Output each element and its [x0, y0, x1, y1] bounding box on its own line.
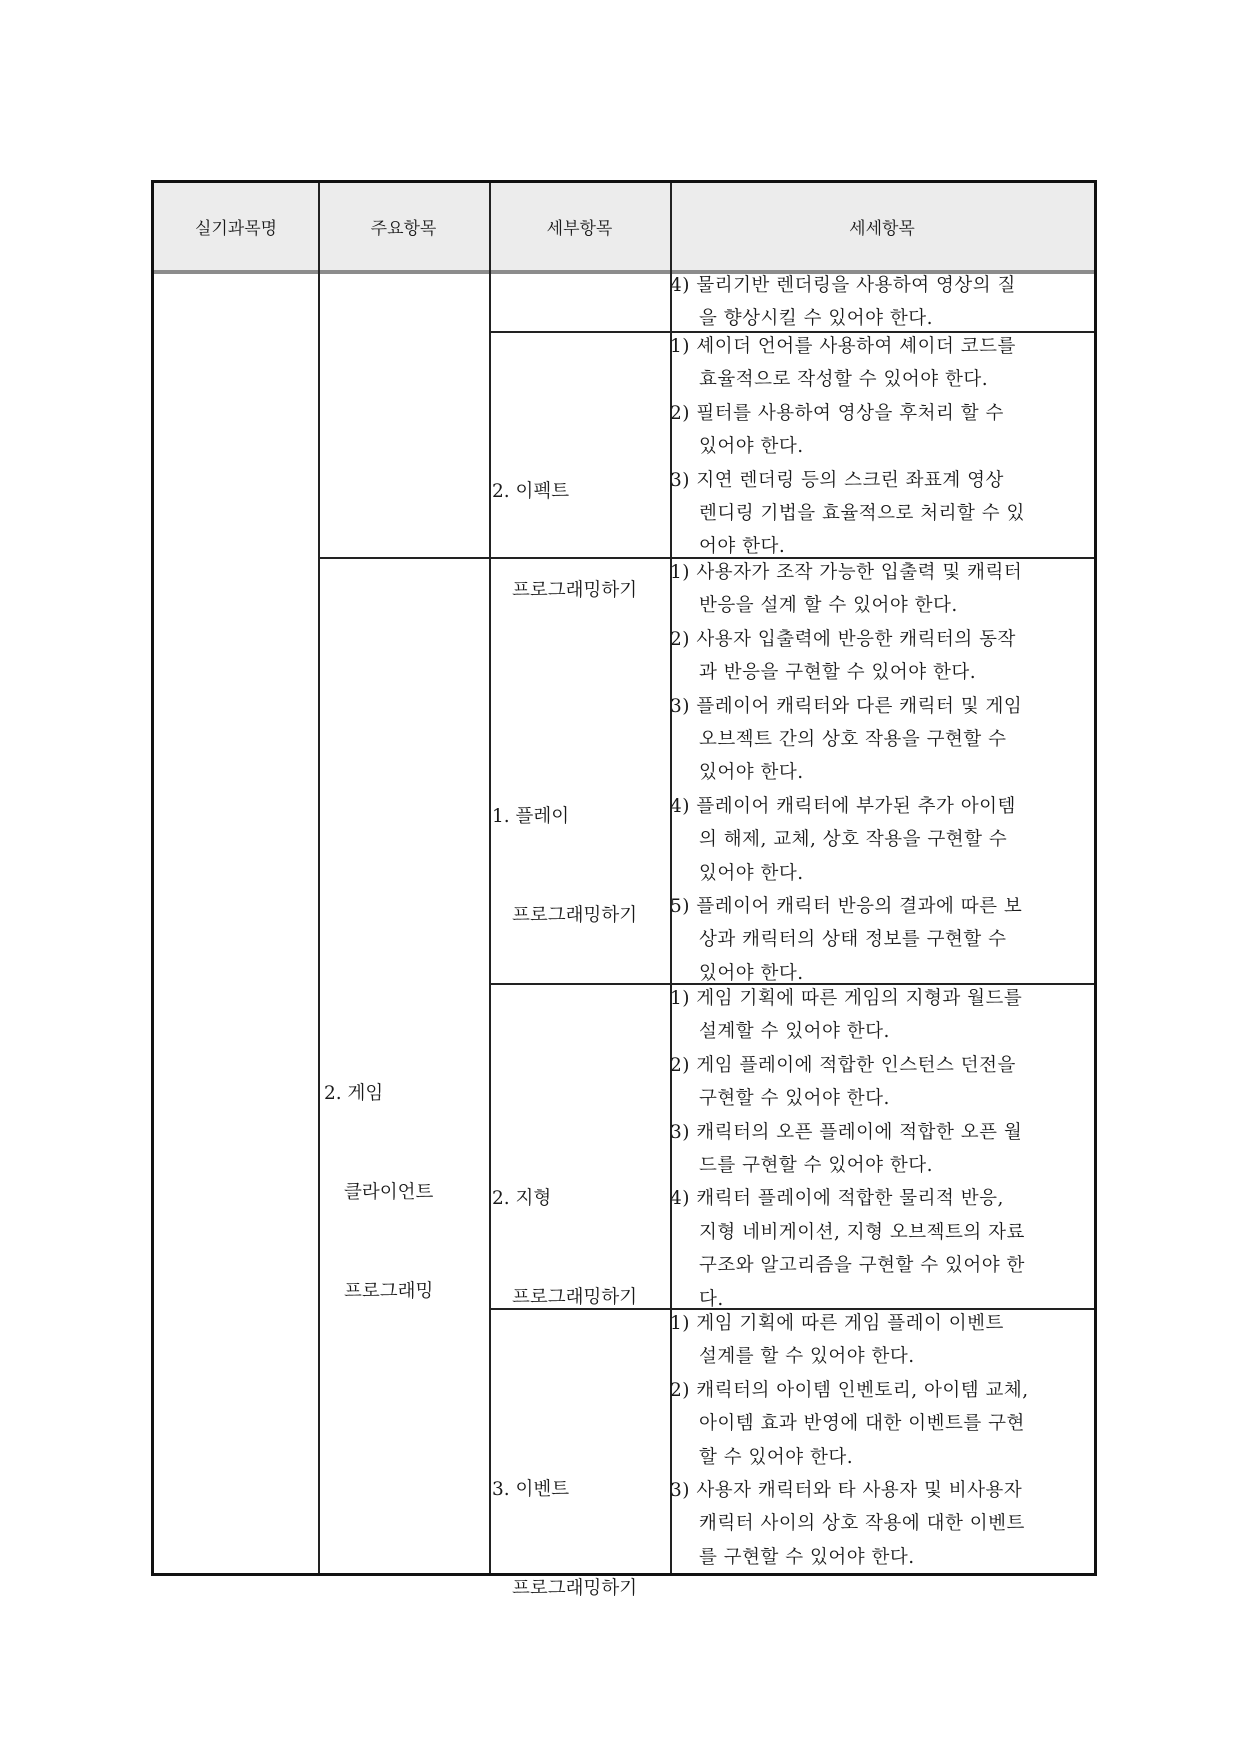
- detail-item-text: 1) 셰이더 언어를 사용하여 셰이더 코드를: [670, 336, 1016, 357]
- detail-item-text: 5) 플레이어 캐릭터 반응의 결과에 따른 보: [670, 896, 1023, 918]
- detail-list-item: [670, 330, 1090, 397]
- detail-item-continuation: 어야 한다.: [699, 536, 786, 558]
- sub-item-event: [492, 1407, 637, 1671]
- detail-list-item: [670, 556, 1090, 623]
- detail-item-text: 3) 지연 렌더링 등의 스크린 좌표계 영상: [670, 469, 1004, 491]
- sub-item-line: 프로그래밍하기: [512, 905, 638, 926]
- detail-item-continuation: 구조와 알고리즘을 구현할 수 있어야 한: [699, 1255, 1025, 1277]
- sub-item-line: 3. 이벤트: [492, 1479, 570, 1500]
- detail-item-continuation: 를 구현할 수 있어야 한다.: [699, 1546, 915, 1568]
- detail-item-text: 2) 사용자 입출력에 반응한 캐릭터의 동작: [670, 628, 1016, 650]
- detail-list-item: [670, 1374, 1090, 1474]
- detail-item-continuation: 아이템 효과 반영에 대한 이벤트를 구현: [699, 1413, 1025, 1435]
- detail-item-text: 4) 물리기반 렌더링을 사용하여 영상의 질: [670, 275, 1016, 296]
- main-item-line: 프로그래밍: [344, 1281, 434, 1302]
- detail-item-continuation: 반응을 설계 할 수 있어야 한다.: [699, 595, 958, 617]
- column-divider: [489, 183, 491, 1573]
- detail-item-continuation: 의 해제, 교체, 상호 작용을 구현할 수: [699, 829, 1008, 851]
- detail-item-continuation: 구현할 수 있어야 한다.: [699, 1088, 890, 1110]
- header-main-item: 주요항목: [370, 219, 437, 239]
- column-divider: [318, 183, 320, 1573]
- detail-item-continuation: 있어야 한다.: [699, 962, 804, 984]
- detail-block-event: [670, 1307, 1090, 1574]
- detail-item-continuation: 있어야 한다.: [699, 762, 804, 784]
- header-detail-item: 세세항목: [849, 219, 915, 239]
- detail-list-item: [670, 790, 1090, 890]
- detail-list-item: [670, 1116, 1090, 1183]
- sub-item-line: 프로그래밍하기: [512, 1287, 638, 1308]
- detail-item-text: 1) 게임 기획에 따른 게임의 지형과 월드를: [670, 988, 1023, 1009]
- detail-list-item: [670, 690, 1090, 790]
- detail-item-text: 1) 사용자가 조작 가능한 입출력 및 캐릭터: [670, 562, 1023, 583]
- sub-item-play: [492, 734, 637, 998]
- detail-item-continuation: 할 수 있어야 한다.: [699, 1446, 854, 1468]
- detail-item-text: 1) 게임 기획에 따른 게임 플레이 이벤트: [670, 1313, 1004, 1334]
- detail-item-text: 3) 사용자 캐릭터와 타 사용자 및 비사용자: [670, 1480, 1023, 1502]
- detail-list-item: [670, 397, 1090, 464]
- detail-list-item: [670, 890, 1090, 990]
- header-sub-item: 세부항목: [546, 219, 613, 239]
- detail-list-item: [670, 1182, 1090, 1316]
- detail-list-item: [670, 269, 1090, 336]
- detail-item-text: 2) 필터를 사용하여 영상을 후처리 할 수: [670, 402, 1004, 424]
- main-item-cell: [324, 1011, 433, 1374]
- detail-item-continuation: 있어야 한다.: [699, 436, 804, 458]
- detail-item-continuation: 과 반응을 구현할 수 있어야 한다.: [699, 662, 977, 684]
- sub-item-line: 프로그래밍하기: [512, 580, 638, 601]
- detail-list-item: [670, 623, 1090, 690]
- detail-item-text: 3) 플레이어 캐릭터와 다른 캐릭터 및 게임: [670, 695, 1023, 717]
- detail-list-item: [670, 1474, 1090, 1574]
- detail-item-continuation: 드를 구현할 수 있어야 한다.: [699, 1155, 933, 1177]
- sub-item-terrain: [492, 1116, 637, 1380]
- detail-block-terrain: [670, 982, 1090, 1316]
- detail-item-continuation: 다.: [699, 1288, 724, 1310]
- detail-block-effect: [670, 330, 1090, 564]
- sub-item-line: 2. 이펙트: [492, 481, 570, 502]
- detail-list-item: [670, 1307, 1090, 1374]
- detail-list-item: [670, 464, 1090, 564]
- detail-item-continuation: 설계를 할 수 있어야 한다.: [699, 1346, 915, 1368]
- detail-list-item: [670, 982, 1090, 1049]
- main-item-line: 클라이언트: [344, 1182, 434, 1203]
- detail-item-continuation: 지형 네비게이션, 지형 오브젝트의 자료: [699, 1221, 1025, 1243]
- detail-item-continuation: 을 향상시킬 수 있어야 한다.: [699, 308, 933, 330]
- detail-block-play: [670, 556, 1090, 990]
- detail-table: [151, 180, 1097, 1599]
- sub-item-line: 2. 지형: [492, 1188, 552, 1209]
- header-subject-name: 실기과목명: [194, 219, 278, 239]
- detail-list-item: [670, 1049, 1090, 1116]
- main-item-line: 2. 게임: [324, 1083, 384, 1104]
- detail-item-continuation: 효율적으로 작성할 수 있어야 한다.: [699, 369, 989, 391]
- detail-item-text: 2) 게임 플레이에 적합한 인스턴스 던전을: [670, 1054, 1016, 1076]
- sub-item-line: 1. 플레이: [492, 806, 570, 827]
- detail-item-continuation: 캐릭터 사이의 상호 작용에 대한 이벤트: [699, 1513, 1025, 1535]
- detail-item-text: 2) 캐릭터의 아이템 인벤토리, 아이템 교체,: [670, 1379, 1029, 1401]
- detail-item-text: 3) 캐릭터의 오픈 플레이에 적합한 오픈 월: [670, 1121, 1023, 1143]
- sub-item-effect: [492, 409, 637, 673]
- sub-item-line: 프로그래밍하기: [512, 1578, 638, 1599]
- detail-item-continuation: 렌디링 기법을 효율적으로 처리할 수 있: [699, 503, 1025, 525]
- detail-block-rendering: [670, 269, 1090, 336]
- detail-item-continuation: 있어야 한다.: [699, 862, 804, 884]
- detail-item-continuation: 오브젝트 간의 상호 작용을 구현할 수: [699, 729, 1007, 751]
- detail-item-text: 4) 캐릭터 플레이에 적합한 물리적 반응,: [670, 1188, 1004, 1210]
- detail-item-text: 4) 플레이어 캐릭터에 부가된 추가 아이템: [670, 795, 1016, 817]
- detail-item-continuation: 설계할 수 있어야 한다.: [699, 1021, 890, 1043]
- detail-item-continuation: 상과 캐릭터의 상태 정보를 구현할 수: [699, 929, 1007, 951]
